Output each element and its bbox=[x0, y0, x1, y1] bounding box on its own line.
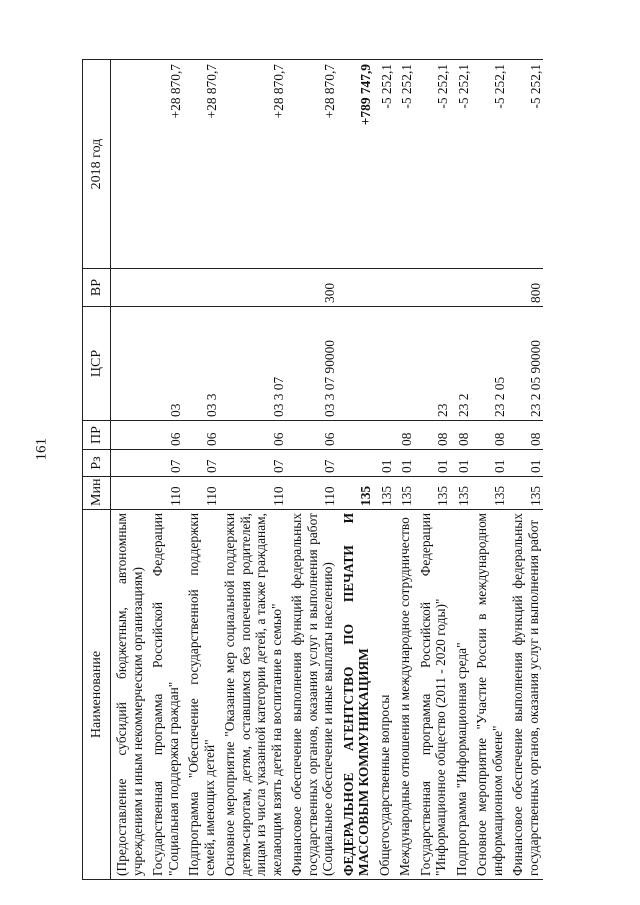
row-min: 135 bbox=[415, 477, 451, 510]
table-header-row bbox=[83, 60, 111, 880]
row-name: Основное мероприятие "Участие России в международном информационном обмене" bbox=[471, 510, 507, 880]
row-rz: 07 bbox=[183, 450, 219, 477]
row-rz: 07 bbox=[219, 450, 286, 477]
table-row bbox=[147, 60, 183, 880]
row-pr bbox=[111, 421, 148, 450]
row-pr: 08 bbox=[507, 421, 543, 450]
row-min: 110 bbox=[219, 477, 286, 510]
row-amount: +789 747,9 bbox=[338, 60, 374, 269]
row-rz: 01 bbox=[394, 450, 415, 477]
row-pr: 08 bbox=[451, 421, 472, 450]
row-name: ФЕДЕРАЛЬНОЕ АГЕНТСТВО ПО ПЕЧАТИ И МАССОВЫМ КОММУНИКАЦИЯМ bbox=[338, 510, 374, 880]
row-vr bbox=[338, 269, 374, 307]
row-amount: +28 870,7 bbox=[219, 60, 286, 269]
row-rz bbox=[338, 450, 374, 477]
row-csr: 03 bbox=[147, 307, 183, 421]
row-amount bbox=[111, 60, 148, 269]
row-rz: 07 bbox=[286, 450, 338, 477]
row-rz: 01 bbox=[374, 450, 395, 477]
row-amount: +28 870,7 bbox=[147, 60, 183, 269]
row-min: 135 bbox=[471, 477, 507, 510]
row-csr: 23 2 05 bbox=[471, 307, 507, 421]
row-min: 135 bbox=[394, 477, 415, 510]
row-rz bbox=[111, 450, 148, 477]
row-amount: +28 870,7 bbox=[183, 60, 219, 269]
table-row bbox=[451, 60, 472, 880]
row-min: 135 bbox=[451, 477, 472, 510]
table-row bbox=[183, 60, 219, 880]
row-name: Финансовое обеспечение выполнения функций федеральных государственных органов, оказания услуг и выполнения работ (Социальное обеспечение и иные выплаты населению) bbox=[286, 510, 338, 880]
row-amount: -5 252,1 bbox=[415, 60, 451, 269]
column-header-vr: ВР bbox=[83, 269, 111, 307]
table-row bbox=[394, 60, 415, 880]
table-row bbox=[111, 60, 148, 880]
row-pr bbox=[338, 421, 374, 450]
table-row bbox=[219, 60, 286, 880]
row-vr bbox=[111, 269, 148, 307]
row-vr bbox=[451, 269, 472, 307]
row-vr bbox=[183, 269, 219, 307]
page-number: 161 bbox=[33, 438, 50, 461]
row-amount: -5 252,1 bbox=[374, 60, 395, 269]
row-name: Подпрограмма "Информационная среда" bbox=[451, 510, 472, 880]
row-pr: 06 bbox=[219, 421, 286, 450]
row-vr bbox=[394, 269, 415, 307]
budget-table bbox=[82, 59, 543, 880]
row-vr bbox=[147, 269, 183, 307]
row-rz: 07 bbox=[147, 450, 183, 477]
column-header-rz: Рз bbox=[83, 450, 111, 477]
row-pr: 06 bbox=[147, 421, 183, 450]
row-amount: -5 252,1 bbox=[451, 60, 472, 269]
row-rz: 01 bbox=[451, 450, 472, 477]
row-vr bbox=[374, 269, 395, 307]
column-header-year: 2018 год bbox=[83, 60, 111, 269]
row-name: Государственная программа Российской Федерации "Информационное общество (2011 - 2020 годы)" bbox=[415, 510, 451, 880]
row-min: 135 bbox=[338, 477, 374, 510]
row-min bbox=[111, 477, 148, 510]
column-header-min: Мин bbox=[83, 477, 111, 510]
row-csr bbox=[374, 307, 395, 421]
column-header-pr: ПР bbox=[83, 421, 111, 450]
table-row bbox=[374, 60, 395, 880]
row-csr bbox=[111, 307, 148, 421]
row-min: 110 bbox=[183, 477, 219, 510]
table-row bbox=[507, 60, 543, 880]
row-csr: 03 3 07 90000 bbox=[286, 307, 338, 421]
row-min: 110 bbox=[286, 477, 338, 510]
row-min: 135 bbox=[374, 477, 395, 510]
row-amount: -5 252,1 bbox=[394, 60, 415, 269]
table-row bbox=[415, 60, 451, 880]
rotated-table-container bbox=[82, 60, 602, 880]
row-min: 135 bbox=[507, 477, 543, 510]
row-rz: 01 bbox=[507, 450, 543, 477]
row-pr: 06 bbox=[183, 421, 219, 450]
row-csr: 23 2 bbox=[451, 307, 472, 421]
row-name: Международные отношения и международное сотрудничество bbox=[394, 510, 415, 880]
row-csr: 23 2 05 90000 bbox=[507, 307, 543, 421]
row-min: 110 bbox=[147, 477, 183, 510]
row-vr bbox=[471, 269, 507, 307]
row-csr: 03 3 07 bbox=[219, 307, 286, 421]
row-name: (Предоставление субсидий бюджетным, автономным учреждениям и иным некоммерческим организациям) bbox=[111, 510, 148, 880]
row-csr bbox=[394, 307, 415, 421]
row-rz: 01 bbox=[415, 450, 451, 477]
row-name: Основное мероприятие "Оказание мер социальной поддержки детям-сиротам, детям, оставшимся без попечения родителей, лицам из числа указанной категории детей, а также гражданам, желающим взять детей на воспитание в семью" bbox=[219, 510, 286, 880]
row-rz: 01 bbox=[471, 450, 507, 477]
row-name: Общегосударственные вопросы bbox=[374, 510, 395, 880]
row-vr: 300 bbox=[286, 269, 338, 307]
column-header-name: Наименование bbox=[83, 510, 111, 880]
row-vr bbox=[415, 269, 451, 307]
row-name: Подпрограмма "Обеспечение государственной поддержки семей, имеющих детей" bbox=[183, 510, 219, 880]
row-vr bbox=[219, 269, 286, 307]
row-pr: 06 bbox=[286, 421, 338, 450]
row-csr: 03 3 bbox=[183, 307, 219, 421]
row-pr: 08 bbox=[394, 421, 415, 450]
table-row bbox=[471, 60, 507, 880]
row-csr: 23 bbox=[415, 307, 451, 421]
table-body bbox=[111, 60, 544, 880]
table-row bbox=[338, 60, 374, 880]
row-vr: 800 bbox=[507, 269, 543, 307]
table-row bbox=[286, 60, 338, 880]
row-name: Финансовое обеспечение выполнения функций федеральных государственных органов, оказания услуг и выполнения работ bbox=[507, 510, 543, 880]
row-name: Государственная программа Российской Федерации "Социальная поддержка граждан" bbox=[147, 510, 183, 880]
row-pr: 08 bbox=[415, 421, 451, 450]
row-amount: -5 252,1 bbox=[471, 60, 507, 269]
row-csr bbox=[338, 307, 374, 421]
column-header-csr: ЦСР bbox=[83, 307, 111, 421]
row-pr bbox=[374, 421, 395, 450]
row-pr: 08 bbox=[471, 421, 507, 450]
row-amount: -5 252,1 bbox=[507, 60, 543, 269]
row-amount: +28 870,7 bbox=[286, 60, 338, 269]
